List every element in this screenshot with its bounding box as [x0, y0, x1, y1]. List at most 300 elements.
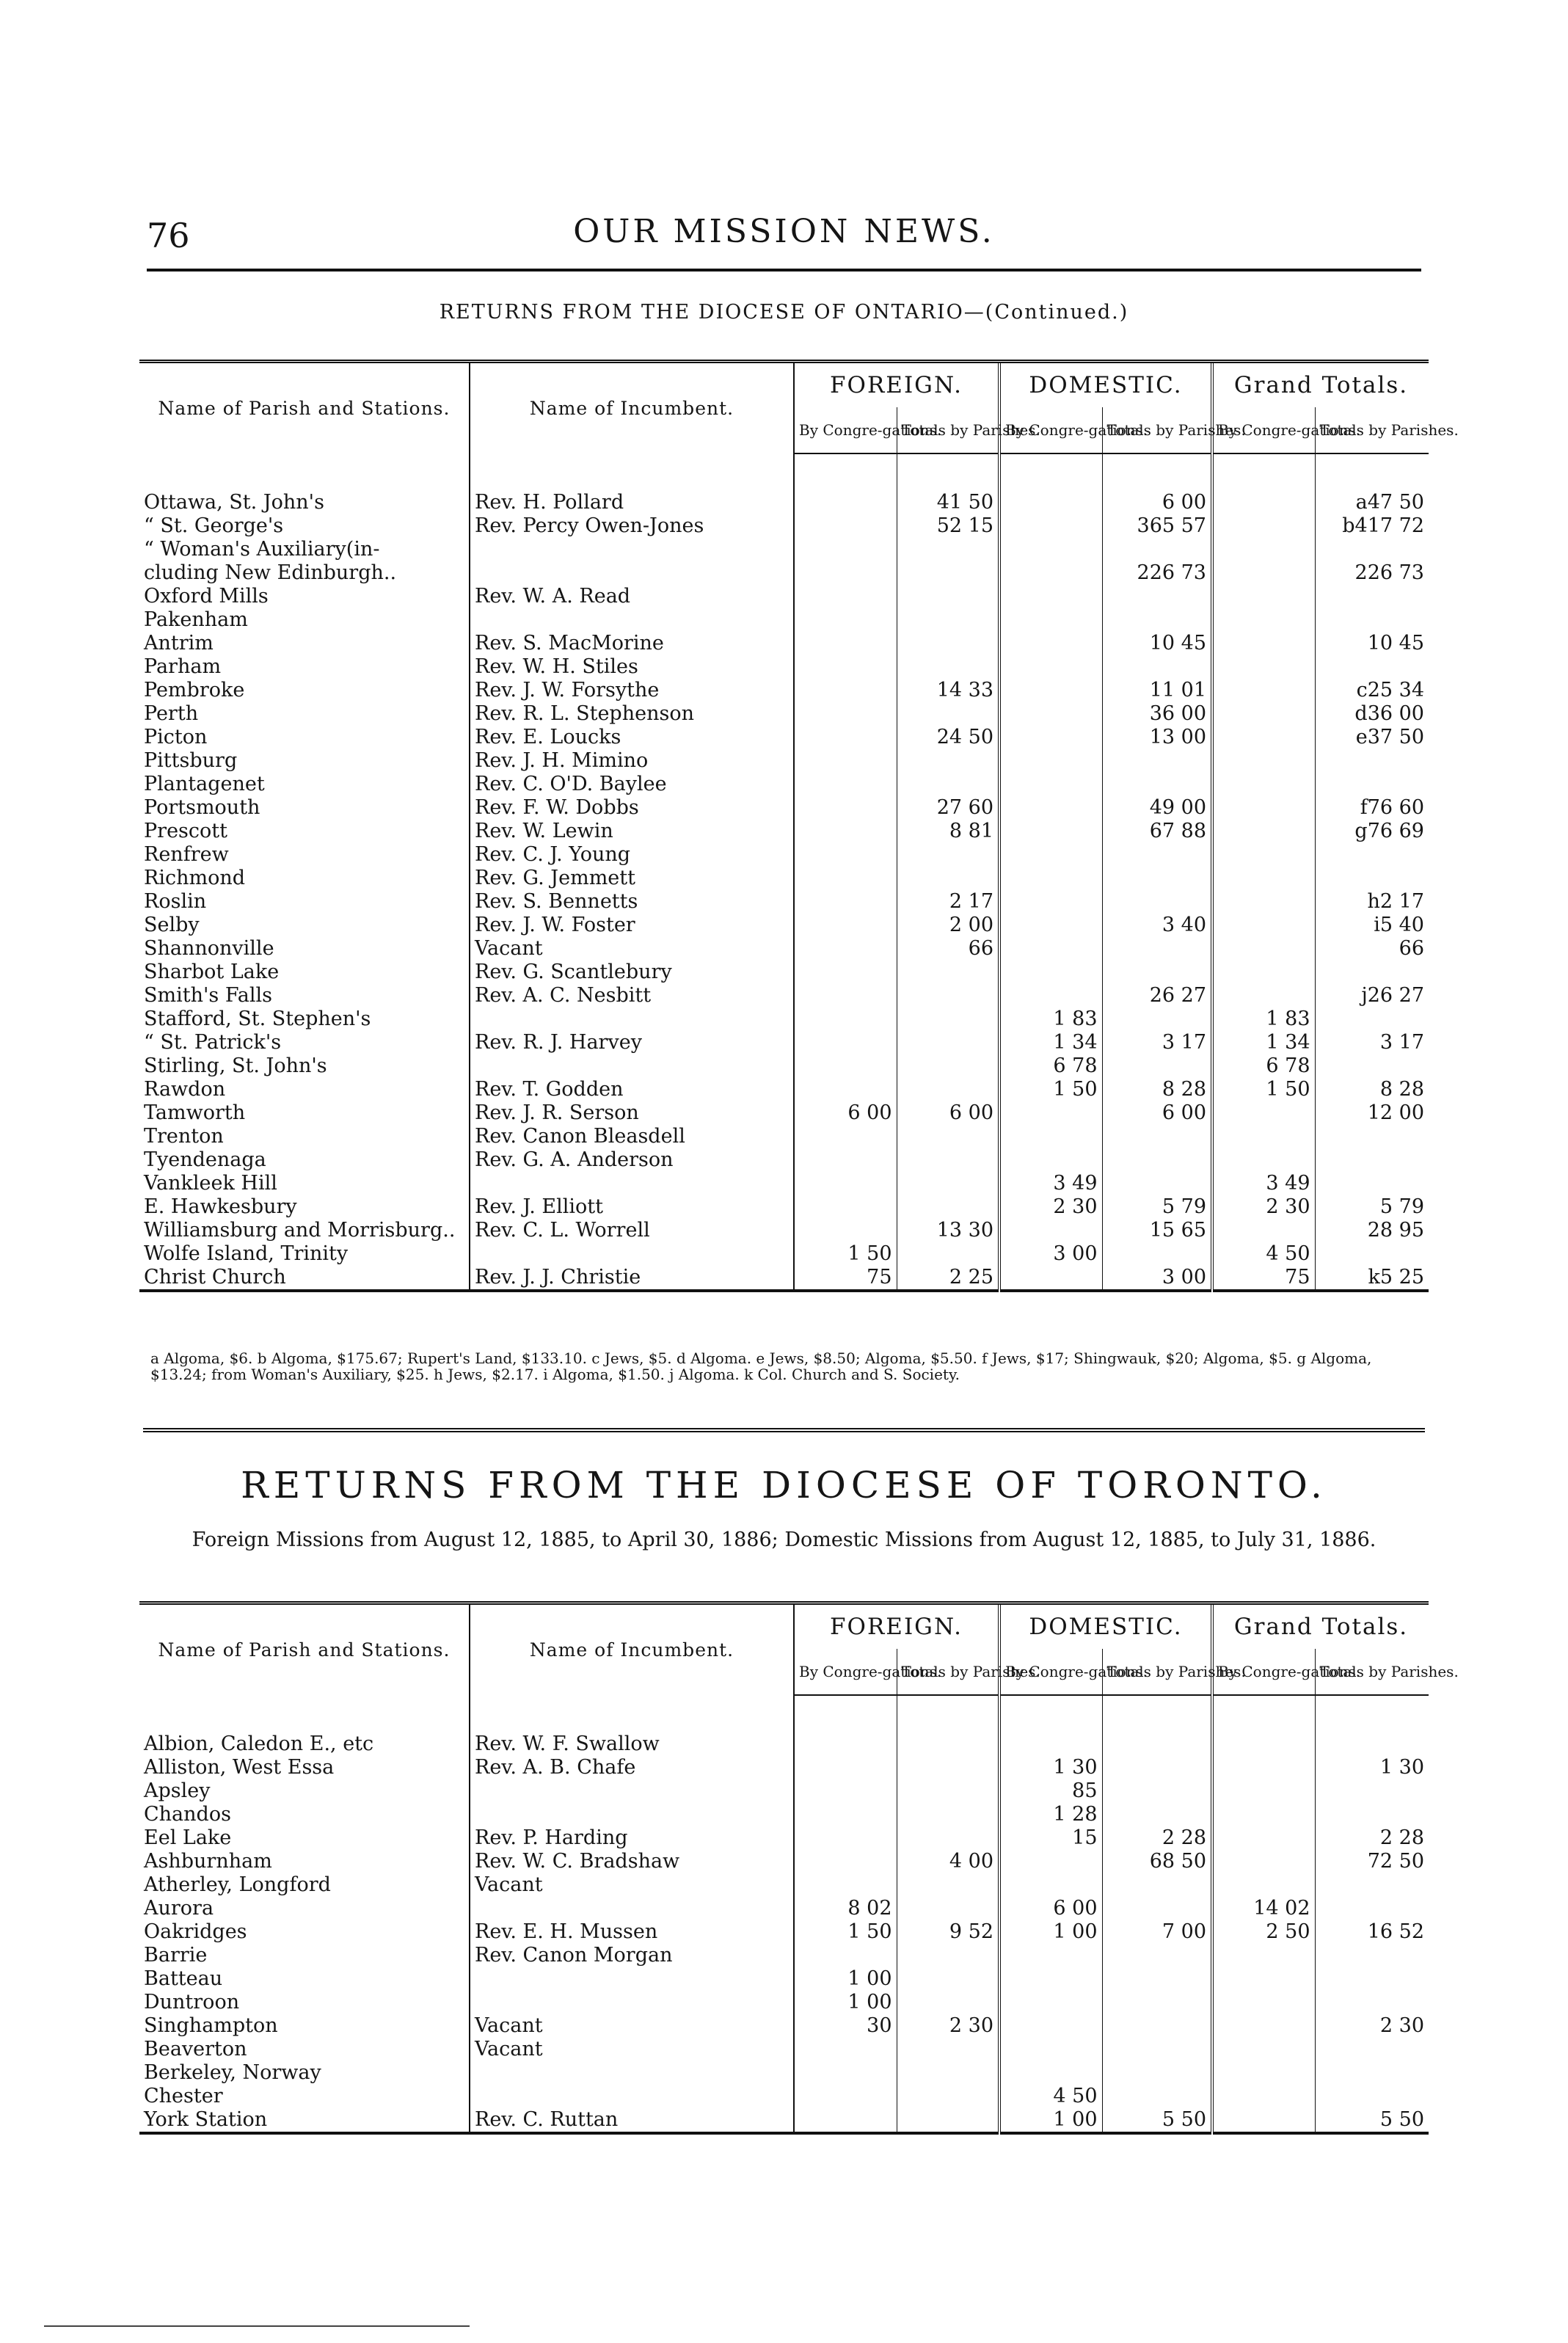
table-row — [139, 867, 1429, 890]
grand-parish-total-cell: 3 17 — [1379, 1031, 1424, 1054]
domestic-parish-total-cell — [1102, 937, 1212, 961]
foreign-congregations-cell — [794, 726, 897, 749]
bottom-scribble-line — [44, 2325, 470, 2327]
foreign-parish-total-cell: 2 25 — [897, 1266, 999, 1291]
grand-parish-total-cell — [1315, 2085, 1429, 2108]
parish-cell: “ St. George's — [139, 514, 470, 538]
foreign-parish-total-cell: 24 50 — [897, 726, 999, 749]
parish-cell: Pittsburg — [139, 749, 470, 773]
grand-parish-total-cell — [1315, 749, 1429, 773]
grand-congregations-cell — [1212, 1850, 1315, 1873]
domestic-parish-total-cell: 365 57 — [1102, 514, 1212, 538]
domestic-congregations-cell — [999, 585, 1102, 608]
incumbent-cell: Rev. G. Scantlebury — [470, 961, 794, 984]
grand-congregations-cell — [1212, 538, 1315, 561]
parish-cell: Berkeley, Norway — [139, 2061, 470, 2085]
foreign-parish-total-cell — [897, 1873, 999, 1897]
grand-parish-total-cell: 5 50 — [1315, 2108, 1429, 2133]
domestic-parish-total-cell: 15 65 — [1102, 1219, 1212, 1242]
foreign-parish-total-cell — [897, 2085, 999, 2108]
incumbent-cell: Rev. H. Pollard — [470, 453, 794, 514]
grand-parish-total-cell: 10 45 — [1367, 632, 1424, 655]
table-row — [139, 1148, 1429, 1172]
grand-parish-total-cell — [1315, 1242, 1429, 1266]
domestic-congregations-cell: 1 00 — [999, 2108, 1102, 2133]
domestic-parish-total-cell — [1102, 843, 1212, 867]
foreign-congregations-cell — [794, 1756, 897, 1779]
incumbent-cell: Rev. S. Bennetts — [470, 890, 794, 914]
table-row — [139, 1054, 1429, 1078]
domestic-congregations-cell — [999, 1125, 1102, 1148]
table-row — [139, 1172, 1429, 1195]
grand-parish-total-cell — [1315, 1991, 1429, 2014]
domestic-congregations-cell — [999, 453, 1102, 514]
domestic-parish-total-cell: 68 50 — [1102, 1850, 1212, 1873]
table-row — [139, 1125, 1429, 1148]
domestic-parish-total-cell — [1102, 2061, 1212, 2085]
foreign-by-congregations-header: By Congre-gations. — [794, 407, 897, 453]
grand-congregations-cell — [1212, 561, 1315, 585]
incumbent-cell: Rev. Percy Owen-Jones — [470, 514, 794, 538]
table-row — [139, 2085, 1429, 2108]
grand-parish-total-cell: c25 34 — [1356, 679, 1424, 702]
incumbent-cell: Vacant — [470, 1873, 794, 1897]
parish-cell: Duntroon — [139, 1991, 470, 2014]
incumbent-cell: Rev. G. A. Anderson — [470, 1148, 794, 1172]
parish-cell: Tamworth — [139, 1101, 470, 1125]
domestic-parish-total-cell — [1102, 867, 1212, 890]
grand-congregations-cell — [1212, 2085, 1315, 2108]
parish-cell: Prescott — [139, 820, 470, 843]
grand-congregations-cell — [1212, 843, 1315, 867]
table-row — [139, 1873, 1429, 1897]
foreign-parish-total-cell: 14 33 — [897, 679, 999, 702]
foreign-parish-total-cell — [897, 843, 999, 867]
grand-parish-total-cell: a47 50 — [1355, 491, 1424, 514]
foreign-parish-total-cell: 4 00 — [897, 1850, 999, 1873]
foreign-parish-total-cell — [897, 632, 999, 655]
foreign-parish-total-cell — [897, 702, 999, 726]
parish-cell: Batteau — [139, 1967, 470, 1991]
parish-cell: Singhampton — [139, 2014, 470, 2038]
grand-congregations-cell — [1212, 2061, 1315, 2085]
table-row — [139, 843, 1429, 867]
table-row — [139, 726, 1429, 749]
foreign-parish-total-cell — [897, 749, 999, 773]
domestic-congregations-cell — [999, 937, 1102, 961]
parish-cell: Alliston, West Essa — [139, 1756, 470, 1779]
domestic-parish-total-cell — [1102, 1967, 1212, 1991]
incumbent-cell: Rev. E. H. Mussen — [470, 1920, 794, 1944]
parish-cell: Chester — [139, 2085, 470, 2108]
domestic-parish-total-cell — [1102, 1148, 1212, 1172]
grand-congregations-cell — [1212, 453, 1315, 514]
parish-cell: Ottawa, St. John's — [139, 453, 470, 514]
foreign-congregations-cell — [794, 1944, 897, 1967]
parish-cell: E. Hawkesbury — [139, 1195, 470, 1219]
grand-congregations-cell: 4 50 — [1212, 1242, 1315, 1266]
domestic-congregations-cell — [999, 1695, 1102, 1756]
foreign-congregations-cell — [794, 1172, 897, 1195]
parish-cell: Oakridges — [139, 1920, 470, 1944]
foreign-parish-total-cell — [897, 585, 999, 608]
foreign-parish-total-cell — [897, 1078, 999, 1101]
foreign-parish-total-cell — [897, 1007, 999, 1031]
incumbent-cell — [470, 2061, 794, 2085]
table-row — [139, 1850, 1429, 1873]
grand-congregations-cell — [1212, 585, 1315, 608]
table-row — [139, 1007, 1429, 1031]
domestic-congregations-cell: 6 00 — [999, 1897, 1102, 1920]
domestic-congregations-cell — [999, 608, 1102, 632]
parish-cell: Richmond — [139, 867, 470, 890]
ontario-section-title: RETURNS FROM THE DIOCESE OF ONTARIO—(Continued.) — [439, 301, 1129, 324]
domestic-parish-total-cell — [1102, 1054, 1212, 1078]
grand-congregations-cell — [1212, 1219, 1315, 1242]
domestic-congregations-cell — [999, 867, 1102, 890]
grand-parish-total-cell: 226 73 — [1354, 561, 1424, 584]
foreign-group-header: FOREIGN. — [794, 362, 999, 408]
parish-cell: Shannonville — [139, 937, 470, 961]
incumbent-cell: Rev. J. W. Foster — [470, 914, 794, 937]
foreign-congregations-cell — [794, 1054, 897, 1078]
grand-parish-total-cell: 1 30 — [1379, 1756, 1424, 1779]
grand-congregations-cell — [1212, 1803, 1315, 1826]
grand-congregations-cell — [1212, 1101, 1315, 1125]
domestic-totals-header: Totals by Parishes. — [1102, 1649, 1212, 1695]
table-row — [139, 2014, 1429, 2038]
grand-parish-total-cell: g76 69 — [1354, 820, 1424, 842]
incumbent-cell: Rev. W. C. Bradshaw — [470, 1850, 794, 1873]
grand-congregations-cell — [1212, 1826, 1315, 1850]
domestic-parish-total-cell: 226 73 — [1102, 561, 1212, 585]
incumbent-cell — [470, 608, 794, 632]
incumbent-cell — [470, 2085, 794, 2108]
grand-totals-group-header: Grand Totals. — [1212, 362, 1429, 408]
foreign-congregations-cell — [794, 514, 897, 538]
grand-congregations-cell — [1212, 749, 1315, 773]
ontario-returns-table — [139, 360, 1459, 1292]
incumbent-cell: Rev. R. L. Stephenson — [470, 702, 794, 726]
table-row — [139, 1242, 1429, 1266]
grand-congregations-cell — [1212, 961, 1315, 984]
grand-parish-total-cell — [1315, 538, 1429, 561]
domestic-parish-total-cell: 3 00 — [1102, 1266, 1212, 1291]
grand-parish-total-cell: 2 28 — [1379, 1826, 1424, 1849]
domestic-parish-total-cell: 13 00 — [1102, 726, 1212, 749]
domestic-parish-total-cell — [1102, 961, 1212, 984]
domestic-parish-total-cell: 8 28 — [1102, 1078, 1212, 1101]
domestic-congregations-cell: 1 34 — [999, 1031, 1102, 1054]
foreign-congregations-cell — [794, 1850, 897, 1873]
grand-congregations-cell — [1212, 1148, 1315, 1172]
incumbent-cell: Rev. R. J. Harvey — [470, 1031, 794, 1054]
grand-parish-total-cell: 2 30 — [1379, 2014, 1424, 2037]
grand-congregations-cell — [1212, 679, 1315, 702]
foreign-parish-total-cell: 13 30 — [897, 1219, 999, 1242]
parish-cell: Parham — [139, 655, 470, 679]
domestic-parish-total-cell — [1102, 1756, 1212, 1779]
domestic-parish-total-cell — [1102, 1242, 1212, 1266]
incumbent-cell: Rev. T. Godden — [470, 1078, 794, 1101]
parish-cell: Trenton — [139, 1125, 470, 1148]
grand-parish-total-cell — [1315, 1148, 1429, 1172]
parish-cell: Portsmouth — [139, 796, 470, 820]
grand-congregations-cell — [1212, 726, 1315, 749]
domestic-congregations-cell — [999, 843, 1102, 867]
domestic-congregations-cell: 1 83 — [999, 1007, 1102, 1031]
foreign-congregations-cell — [794, 1219, 897, 1242]
grand-parish-total-cell: 16 52 — [1367, 1920, 1424, 1943]
domestic-congregations-cell — [999, 514, 1102, 538]
domestic-congregations-cell — [999, 1967, 1102, 1991]
domestic-parish-total-cell — [1102, 2038, 1212, 2061]
parish-cell: Christ Church — [139, 1266, 470, 1291]
foreign-parish-total-cell — [897, 1242, 999, 1266]
foreign-parish-total-cell: 2 17 — [897, 890, 999, 914]
parish-cell: Eel Lake — [139, 1826, 470, 1850]
foreign-parish-total-cell — [897, 961, 999, 984]
domestic-parish-total-cell: 2 28 — [1102, 1826, 1212, 1850]
incumbent-cell: Rev. C. L. Worrell — [470, 1219, 794, 1242]
domestic-parish-total-cell: 7 00 — [1102, 1920, 1212, 1944]
domestic-congregations-cell — [999, 890, 1102, 914]
parish-cell: Apsley — [139, 1779, 470, 1803]
domestic-parish-total-cell — [1102, 1125, 1212, 1148]
foreign-congregations-cell — [794, 749, 897, 773]
grand-parish-total-cell: 12 00 — [1367, 1101, 1424, 1124]
domestic-congregations-cell — [999, 655, 1102, 679]
domestic-by-congregations-header: By Congre-gations. — [999, 1649, 1102, 1695]
foreign-congregations-cell — [794, 1078, 897, 1101]
domestic-congregations-cell — [999, 914, 1102, 937]
foreign-parish-total-cell: 2 00 — [897, 914, 999, 937]
table-row — [139, 1779, 1429, 1803]
foreign-congregations-cell — [794, 1007, 897, 1031]
parish-cell: Perth — [139, 702, 470, 726]
domestic-parish-total-cell — [1102, 1695, 1212, 1756]
grand-parish-total-cell: 5 79 — [1379, 1195, 1424, 1218]
foreign-parish-total-cell: 6 00 — [897, 1101, 999, 1125]
table-row — [139, 1803, 1429, 1826]
foreign-congregations-cell — [794, 1779, 897, 1803]
domestic-congregations-cell — [999, 1266, 1102, 1291]
grand-congregations-cell: 1 83 — [1212, 1007, 1315, 1031]
domestic-congregations-cell: 85 — [999, 1779, 1102, 1803]
foreign-by-congregations-header: By Congre-gations. — [794, 1649, 897, 1695]
incumbent-cell: Rev. G. Jemmett — [470, 867, 794, 890]
domestic-congregations-cell — [999, 702, 1102, 726]
domestic-parish-total-cell — [1102, 773, 1212, 796]
foreign-congregations-cell — [794, 453, 897, 514]
foreign-congregations-cell — [794, 867, 897, 890]
domestic-parish-total-cell — [1102, 538, 1212, 561]
incumbent-cell: Rev. C. O'D. Baylee — [470, 773, 794, 796]
domestic-congregations-cell — [999, 632, 1102, 655]
domestic-parish-total-cell: 3 17 — [1102, 1031, 1212, 1054]
foreign-totals-header: Totals by Parishes. — [897, 1649, 999, 1695]
grand-parish-total-cell: j26 27 — [1361, 984, 1424, 1007]
table-row — [139, 2061, 1429, 2085]
domestic-parish-total-cell — [1102, 1779, 1212, 1803]
table-row — [139, 796, 1429, 820]
grand-by-congregations-header: By Congre-gations. — [1212, 407, 1315, 453]
foreign-congregations-cell — [794, 1826, 897, 1850]
incumbent-cell — [470, 1172, 794, 1195]
grand-congregations-cell — [1212, 2108, 1315, 2133]
parish-cell: Antrim — [139, 632, 470, 655]
foreign-parish-total-cell — [897, 655, 999, 679]
foreign-parish-total-cell — [897, 1991, 999, 2014]
grand-by-congregations-header: By Congre-gations. — [1212, 1649, 1315, 1695]
domestic-congregations-cell — [999, 984, 1102, 1007]
domestic-congregations-cell — [999, 749, 1102, 773]
grand-parish-total-cell — [1315, 1803, 1429, 1826]
domestic-parish-total-cell: 36 00 — [1102, 702, 1212, 726]
foreign-congregations-cell — [794, 1031, 897, 1054]
incumbent-cell: Rev. A. B. Chafe — [470, 1756, 794, 1779]
domestic-parish-total-cell — [1102, 1803, 1212, 1826]
parish-cell: Pakenham — [139, 608, 470, 632]
foreign-congregations-cell — [794, 796, 897, 820]
table-row — [139, 514, 1429, 538]
parish-cell: Roslin — [139, 890, 470, 914]
foreign-parish-total-cell: 41 50 — [897, 453, 999, 514]
grand-congregations-cell: 1 50 — [1212, 1078, 1315, 1101]
domestic-parish-total-cell — [1102, 1897, 1212, 1920]
foreign-congregations-cell — [794, 585, 897, 608]
incumbent-cell: Rev. J. Elliott — [470, 1195, 794, 1219]
foreign-parish-total-cell — [897, 2038, 999, 2061]
incumbent-cell: Rev. C. Ruttan — [470, 2108, 794, 2133]
incumbent-cell — [470, 1054, 794, 1078]
table-row — [139, 453, 1429, 514]
domestic-parish-total-cell — [1102, 749, 1212, 773]
grand-parish-total-cell: i5 40 — [1374, 914, 1424, 936]
foreign-congregations-cell: 1 50 — [794, 1920, 897, 1944]
domestic-parish-total-cell — [1102, 608, 1212, 632]
grand-parish-total-cell — [1315, 867, 1429, 890]
grand-parish-total-cell: e37 50 — [1355, 726, 1424, 748]
incumbent-cell: Rev. Canon Morgan — [470, 1944, 794, 1967]
foreign-congregations-cell — [794, 2108, 897, 2133]
foreign-parish-total-cell: 8 81 — [897, 820, 999, 843]
incumbent-cell — [470, 538, 794, 561]
grand-congregations-cell — [1212, 702, 1315, 726]
grand-congregations-cell: 1 34 — [1212, 1031, 1315, 1054]
grand-parish-total-cell — [1315, 1695, 1429, 1756]
incumbent-cell: Rev. E. Loucks — [470, 726, 794, 749]
foreign-congregations-cell — [794, 2038, 897, 2061]
domestic-congregations-cell: 3 49 — [999, 1172, 1102, 1195]
foreign-parish-total-cell: 9 52 — [897, 1920, 999, 1944]
domestic-congregations-cell — [999, 2038, 1102, 2061]
grand-congregations-cell — [1212, 632, 1315, 655]
parish-cell: Williamsburg and Morrisburg.. — [139, 1219, 470, 1242]
col-parish-header: Name of Parish and Stations. — [139, 362, 470, 454]
foreign-congregations-cell — [794, 538, 897, 561]
domestic-parish-total-cell: 3 40 — [1102, 914, 1212, 937]
foreign-parish-total-cell — [897, 1125, 999, 1148]
domestic-congregations-cell: 1 00 — [999, 1920, 1102, 1944]
domestic-group-header: DOMESTIC. — [999, 362, 1212, 408]
table-row — [139, 749, 1429, 773]
domestic-parish-total-cell — [1102, 890, 1212, 914]
table-row — [139, 655, 1429, 679]
parish-cell: Barrie — [139, 1944, 470, 1967]
parish-cell: Plantagenet — [139, 773, 470, 796]
domestic-by-congregations-header: By Congre-gations. — [999, 407, 1102, 453]
foreign-parish-total-cell — [897, 1944, 999, 1967]
section-divider — [143, 1428, 1425, 1432]
grand-congregations-cell — [1212, 1756, 1315, 1779]
incumbent-cell: Rev. W. A. Read — [470, 585, 794, 608]
foreign-congregations-cell — [794, 914, 897, 937]
page-header — [147, 208, 1421, 267]
domestic-congregations-cell: 3 00 — [999, 1242, 1102, 1266]
parish-cell: Pembroke — [139, 679, 470, 702]
incumbent-cell: Rev. J. W. Forsythe — [470, 679, 794, 702]
domestic-congregations-cell — [999, 679, 1102, 702]
table-row — [139, 561, 1429, 585]
foreign-parish-total-cell — [897, 1803, 999, 1826]
incumbent-cell: Rev. C. J. Young — [470, 843, 794, 867]
parish-cell: Picton — [139, 726, 470, 749]
domestic-congregations-cell: 4 50 — [999, 2085, 1102, 2108]
table-row — [139, 1031, 1429, 1054]
domestic-group-header: DOMESTIC. — [999, 1603, 1212, 1650]
incumbent-cell — [470, 1007, 794, 1031]
foreign-congregations-cell — [794, 632, 897, 655]
foreign-congregations-cell — [794, 561, 897, 585]
table-row — [139, 1078, 1429, 1101]
grand-parish-total-cell — [1315, 1172, 1429, 1195]
incumbent-cell: Rev. A. C. Nesbitt — [470, 984, 794, 1007]
foreign-parish-total-cell — [897, 538, 999, 561]
grand-congregations-cell — [1212, 820, 1315, 843]
domestic-congregations-cell — [999, 1850, 1102, 1873]
table-row — [139, 1756, 1429, 1779]
parish-cell: Stafford, St. Stephen's — [139, 1007, 470, 1031]
domestic-congregations-cell — [999, 1991, 1102, 2014]
domestic-parish-total-cell: 6 00 — [1102, 453, 1212, 514]
grand-parish-total-cell — [1315, 1054, 1429, 1078]
domestic-congregations-cell — [999, 961, 1102, 984]
grand-parish-total-cell — [1315, 2038, 1429, 2061]
foreign-congregations-cell — [794, 820, 897, 843]
foreign-congregations-cell: 75 — [794, 1266, 897, 1291]
foreign-congregations-cell — [794, 961, 897, 984]
table-row — [139, 632, 1429, 655]
foreign-parish-total-cell — [897, 2061, 999, 2085]
grand-parish-total-cell — [1315, 843, 1429, 867]
table-row — [139, 1897, 1429, 1920]
domestic-parish-total-cell: 10 45 — [1102, 632, 1212, 655]
parish-cell: Rawdon — [139, 1078, 470, 1101]
grand-congregations-cell: 6 78 — [1212, 1054, 1315, 1078]
foreign-congregations-cell — [794, 937, 897, 961]
incumbent-cell — [470, 1803, 794, 1826]
domestic-parish-total-cell — [1102, 2085, 1212, 2108]
grand-parish-total-cell — [1315, 1873, 1429, 1897]
foreign-totals-header: Totals by Parishes. — [897, 407, 999, 453]
parish-cell: Oxford Mills — [139, 585, 470, 608]
incumbent-cell — [470, 1967, 794, 1991]
incumbent-cell: Rev. P. Harding — [470, 1826, 794, 1850]
table-row — [139, 679, 1429, 702]
grand-congregations-cell — [1212, 937, 1315, 961]
incumbent-cell — [470, 1242, 794, 1266]
